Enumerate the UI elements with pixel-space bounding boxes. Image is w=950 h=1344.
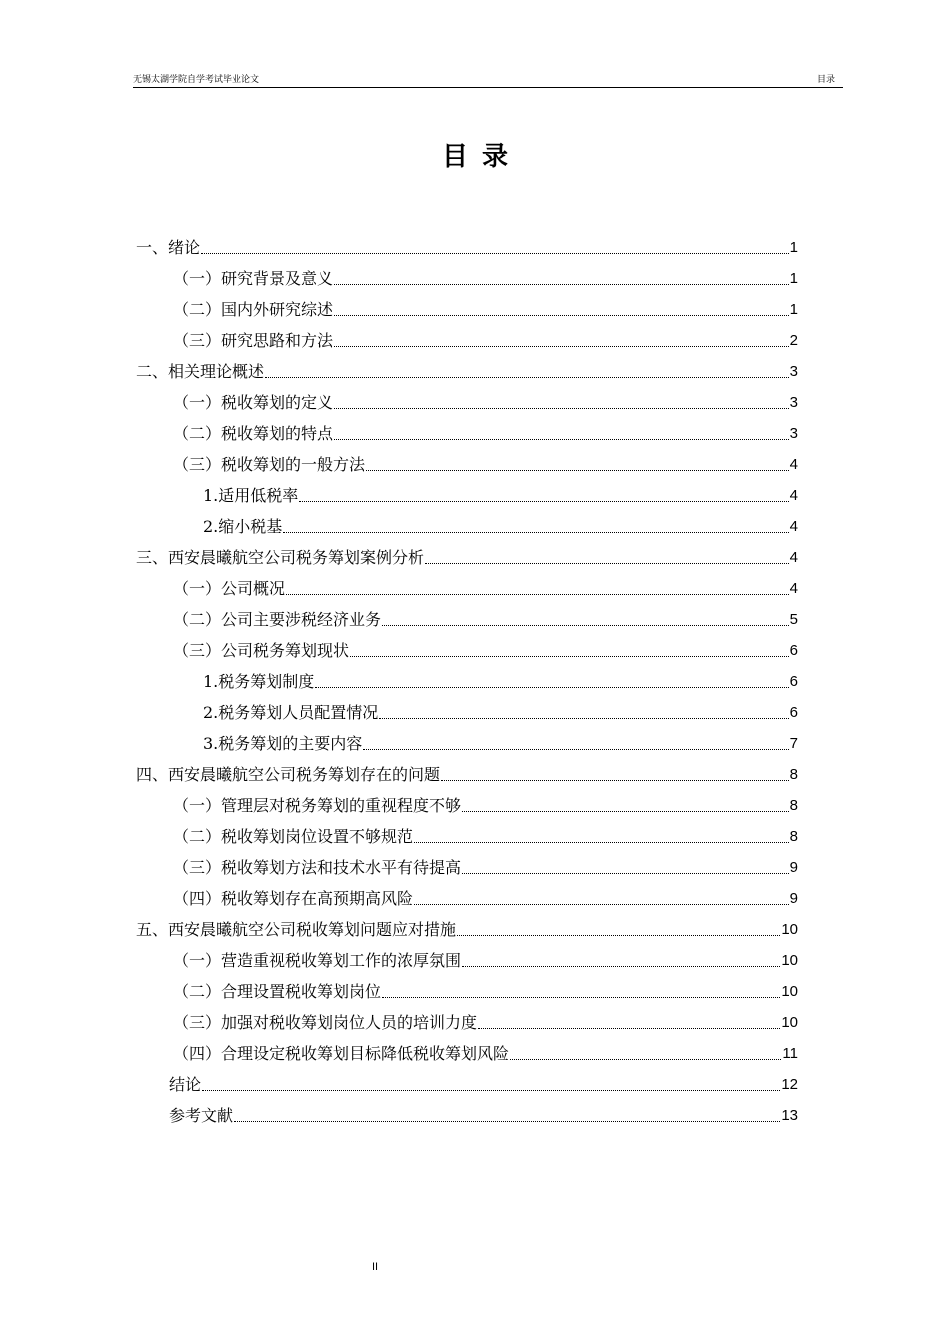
toc-dot-leader xyxy=(202,1089,780,1091)
toc-entry[interactable] xyxy=(136,940,798,971)
page-header xyxy=(133,75,843,88)
toc-entry[interactable] xyxy=(136,537,798,568)
toc-entry[interactable] xyxy=(136,258,798,289)
toc-entry-page: 1 xyxy=(789,239,798,256)
toc-entry-page: 1 xyxy=(789,270,798,287)
toc-dot-leader xyxy=(334,283,789,285)
toc-dot-leader xyxy=(379,717,788,719)
toc-entry-page: 10 xyxy=(781,952,798,969)
toc-entry-page: 6 xyxy=(789,673,798,690)
toc-entry-page: 6 xyxy=(789,704,798,721)
page-number: II xyxy=(371,1261,379,1273)
toc-entry-label: （三）研究思路和方法 xyxy=(173,331,334,350)
toc-entry-label: 2.缩小税基 xyxy=(203,517,283,536)
header-section-name: 目录 xyxy=(816,75,835,85)
toc-entry[interactable] xyxy=(136,506,798,537)
toc-entry-page: 6 xyxy=(789,642,798,659)
toc-entry[interactable] xyxy=(136,320,798,351)
toc-entry-label: 参考文献 xyxy=(169,1106,234,1125)
toc-dot-leader xyxy=(334,438,789,440)
toc-entry-page: 10 xyxy=(781,921,798,938)
toc-entry-label: （二）税收筹划的特点 xyxy=(173,424,334,443)
toc-dot-leader xyxy=(334,345,789,347)
toc-entry-label: 2.税务筹划人员配置情况 xyxy=(203,703,379,722)
toc-dot-leader xyxy=(382,996,780,998)
toc-dot-leader xyxy=(414,903,789,905)
table-of-contents xyxy=(136,227,798,1126)
toc-entry-label: （二）合理设置税收筹划岗位 xyxy=(173,982,382,1001)
toc-entry-page: 9 xyxy=(789,859,798,876)
toc-entry[interactable] xyxy=(136,816,798,847)
toc-entry-page: 1 xyxy=(789,301,798,318)
toc-entry-page: 4 xyxy=(789,549,798,566)
toc-dot-leader xyxy=(363,748,788,750)
toc-entry-label: （四）合理设定税收筹划目标降低税收筹划风险 xyxy=(173,1044,510,1063)
toc-dot-leader xyxy=(201,252,789,254)
toc-entry-label: （二）税收筹划岗位设置不够规范 xyxy=(173,827,414,846)
toc-entry-label: （三）加强对税收筹划岗位人员的培训力度 xyxy=(173,1013,478,1032)
toc-entry-page: 8 xyxy=(789,828,798,845)
toc-entry-label: 一、绪论 xyxy=(136,238,201,257)
toc-dot-leader xyxy=(462,965,780,967)
toc-dot-leader xyxy=(478,1027,780,1029)
toc-entry-page: 3 xyxy=(789,394,798,411)
toc-entry-label: 二、相关理论概述 xyxy=(136,362,265,381)
toc-entry[interactable] xyxy=(136,1064,798,1095)
toc-entry-page: 10 xyxy=(781,983,798,1000)
toc-entry[interactable] xyxy=(136,1095,798,1126)
toc-entry-label: （三）税收筹划的一般方法 xyxy=(173,455,366,474)
toc-entry[interactable] xyxy=(136,661,798,692)
toc-entry-page: 13 xyxy=(781,1107,798,1124)
toc-entry[interactable] xyxy=(136,909,798,940)
toc-entry[interactable] xyxy=(136,444,798,475)
toc-entry[interactable] xyxy=(136,227,798,258)
toc-entry-label: （四）税收筹划存在高预期高风险 xyxy=(173,889,414,908)
toc-entry[interactable] xyxy=(136,568,798,599)
toc-entry-page: 3 xyxy=(789,425,798,442)
toc-entry-label: 三、西安晨曦航空公司税务筹划案例分析 xyxy=(136,548,425,567)
toc-entry[interactable] xyxy=(136,289,798,320)
toc-entry-label: 1.税务筹划制度 xyxy=(203,672,315,691)
toc-entry[interactable] xyxy=(136,382,798,413)
toc-entry[interactable] xyxy=(136,599,798,630)
toc-entry-label: 3.税务筹划的主要内容 xyxy=(203,734,363,753)
toc-entry[interactable] xyxy=(136,1033,798,1064)
toc-dot-leader xyxy=(350,655,789,657)
toc-dot-leader xyxy=(462,872,789,874)
toc-entry-label: （二）国内外研究综述 xyxy=(173,300,334,319)
toc-entry-label: （一）营造重视税收筹划工作的浓厚氛围 xyxy=(173,951,462,970)
toc-entry-page: 8 xyxy=(789,766,798,783)
toc-entry-page: 9 xyxy=(789,890,798,907)
toc-entry[interactable] xyxy=(136,878,798,909)
toc-entry-label: 1.适用低税率 xyxy=(203,486,299,505)
toc-dot-leader xyxy=(462,810,789,812)
toc-entry[interactable] xyxy=(136,785,798,816)
toc-entry-label: （三）公司税务筹划现状 xyxy=(173,641,350,660)
toc-entry-page: 4 xyxy=(789,456,798,473)
toc-dot-leader xyxy=(234,1120,780,1122)
toc-title: 目录 xyxy=(441,142,522,172)
toc-entry-label: （一）公司概况 xyxy=(173,579,286,598)
toc-entry[interactable] xyxy=(136,754,798,785)
toc-entry[interactable] xyxy=(136,630,798,661)
toc-entry-label: （一）管理层对税务筹划的重视程度不够 xyxy=(173,796,462,815)
toc-entry[interactable] xyxy=(136,475,798,506)
toc-entry-page: 10 xyxy=(781,1014,798,1031)
toc-entry-page: 5 xyxy=(789,611,798,628)
toc-dot-leader xyxy=(299,500,788,502)
toc-entry-label: 五、西安晨曦航空公司税收筹划问题应对措施 xyxy=(136,920,457,939)
toc-entry-page: 3 xyxy=(789,363,798,380)
toc-entry[interactable] xyxy=(136,971,798,1002)
toc-entry-label: （一）研究背景及意义 xyxy=(173,269,334,288)
toc-entry-page: 4 xyxy=(789,518,798,535)
toc-dot-leader xyxy=(382,624,789,626)
toc-entry-page: 7 xyxy=(789,735,798,752)
toc-entry-page: 4 xyxy=(789,487,798,504)
toc-entry-page: 12 xyxy=(781,1076,798,1093)
toc-entry-page: 4 xyxy=(789,580,798,597)
toc-dot-leader xyxy=(315,686,788,688)
toc-dot-leader xyxy=(334,314,789,316)
toc-entry-page: 8 xyxy=(789,797,798,814)
toc-entry[interactable] xyxy=(136,351,798,382)
toc-entry[interactable] xyxy=(136,847,798,878)
toc-dot-leader xyxy=(286,593,789,595)
toc-entry-page: 11 xyxy=(782,1045,798,1062)
toc-entry[interactable] xyxy=(136,1002,798,1033)
toc-entry[interactable] xyxy=(136,413,798,444)
toc-entry-label: （三）税收筹划方法和技术水平有待提高 xyxy=(173,858,462,877)
toc-dot-leader xyxy=(283,531,788,533)
toc-dot-leader xyxy=(366,469,789,471)
toc-entry-page: 2 xyxy=(789,332,798,349)
toc-dot-leader xyxy=(334,407,789,409)
toc-entry[interactable] xyxy=(136,723,798,754)
toc-entry-label: （二）公司主要涉税经济业务 xyxy=(173,610,382,629)
toc-dot-leader xyxy=(510,1058,781,1060)
header-school-title: 无锡太湖学院自学考试毕业论文 xyxy=(133,75,260,85)
toc-entry[interactable] xyxy=(136,692,798,723)
toc-entry-label: （一）税收筹划的定义 xyxy=(173,393,334,412)
toc-dot-leader xyxy=(414,841,789,843)
toc-dot-leader xyxy=(457,934,780,936)
toc-dot-leader xyxy=(425,562,789,564)
toc-entry-label: 四、西安晨曦航空公司税务筹划存在的问题 xyxy=(136,765,441,784)
toc-dot-leader xyxy=(441,779,789,781)
toc-entry-label: 结论 xyxy=(169,1075,202,1094)
toc-dot-leader xyxy=(265,376,789,378)
